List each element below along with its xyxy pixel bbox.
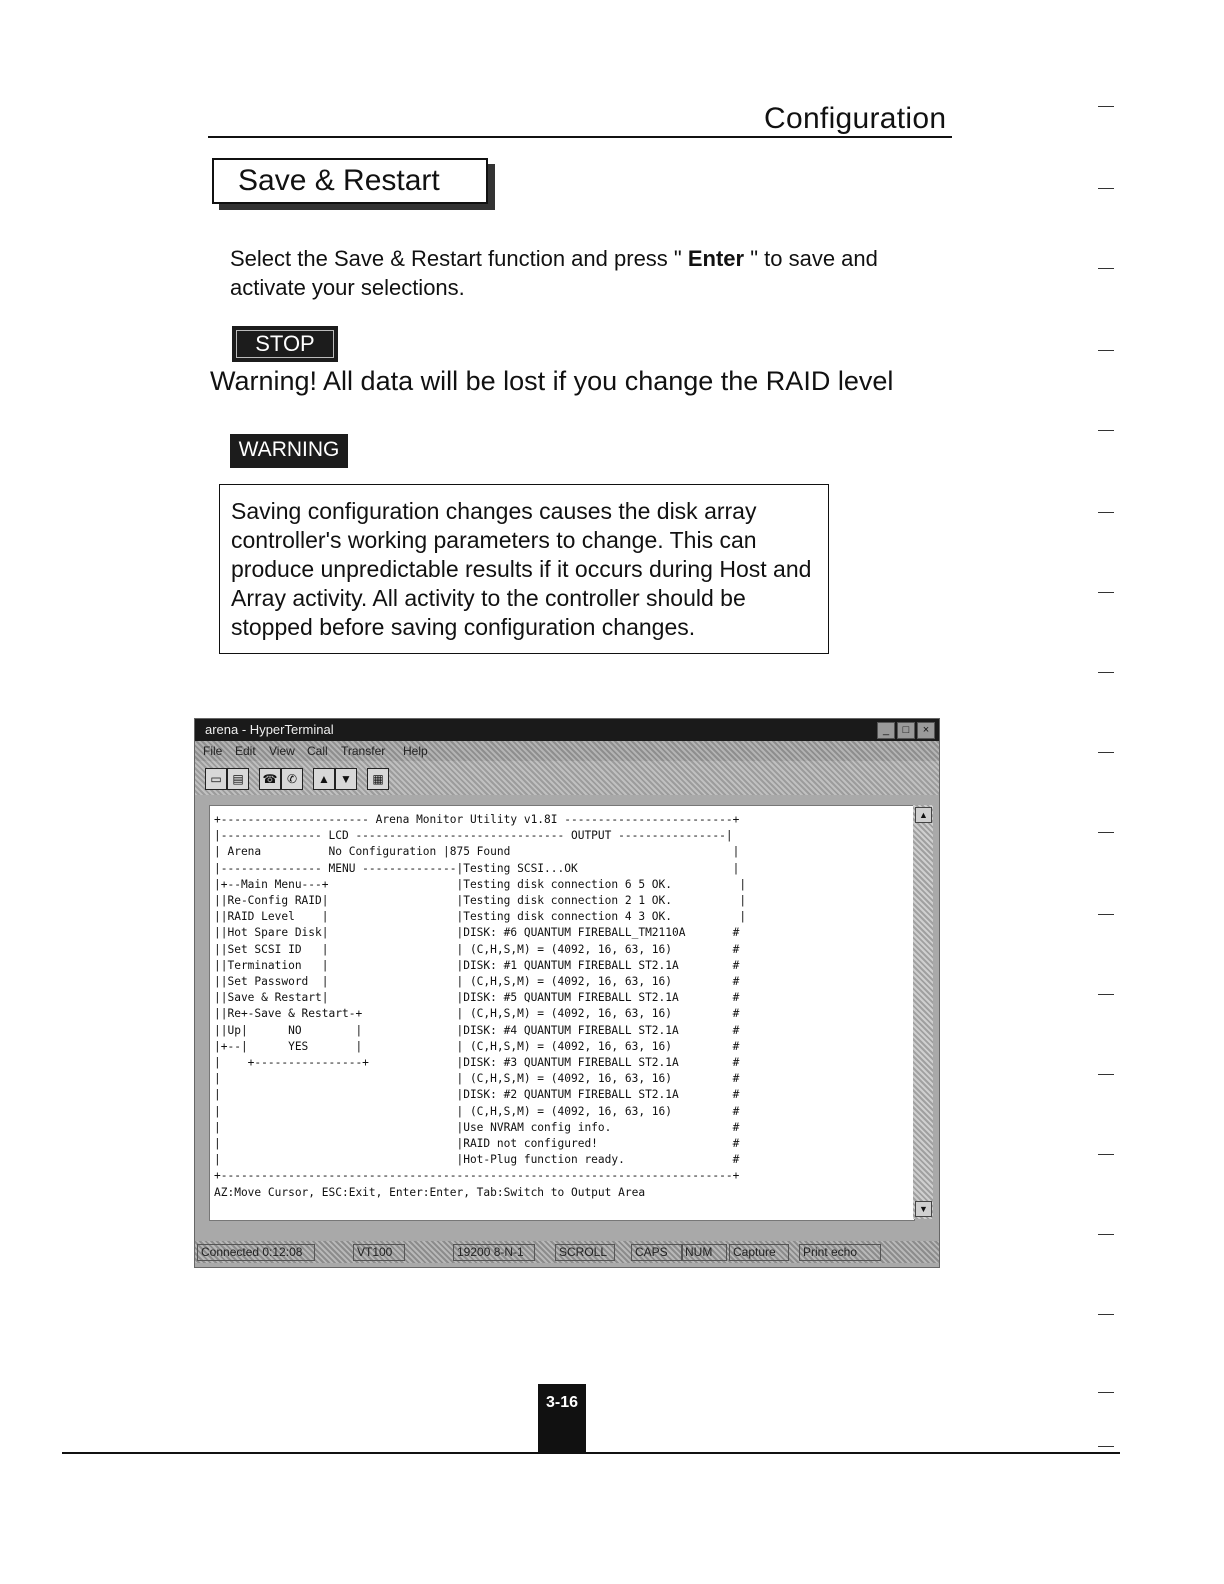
edge-mark: [1098, 592, 1114, 593]
window-title: arena - HyperTerminal: [205, 722, 334, 737]
edge-mark: [1098, 1314, 1114, 1315]
warning-badge: [230, 434, 348, 468]
menu-help[interactable]: Help: [403, 744, 428, 758]
properties-icon[interactable]: ▦: [367, 768, 389, 790]
edge-mark: [1098, 994, 1114, 995]
hangup-icon[interactable]: ✆: [281, 768, 303, 790]
window-controls: [877, 722, 935, 739]
status-connected: Connected 0:12:08: [197, 1244, 315, 1261]
close-icon[interactable]: ×: [917, 722, 935, 739]
intro-paragraph: [230, 244, 950, 302]
status-caps: CAPS: [631, 1244, 683, 1261]
page-number: 3-16: [545, 1394, 579, 1411]
edge-mark: [1098, 1074, 1114, 1075]
edge-mark: [1098, 268, 1114, 269]
edge-mark: [1098, 350, 1114, 351]
edge-mark: [1098, 512, 1114, 513]
edge-mark: [1098, 188, 1114, 189]
intro-key: Enter: [687, 246, 745, 271]
edge-mark: [1098, 1446, 1114, 1447]
status-emulation: VT100: [353, 1244, 405, 1261]
edge-mark: [1098, 430, 1114, 431]
edge-mark: [1098, 672, 1114, 673]
minimize-icon[interactable]: _: [877, 722, 895, 739]
receive-icon[interactable]: ▼: [335, 768, 357, 790]
menu-call[interactable]: Call: [307, 744, 328, 758]
menu-transfer[interactable]: Transfer: [341, 744, 386, 758]
hyperterminal-window: [194, 718, 940, 1268]
menu-bar: [195, 741, 939, 761]
header-rule: [208, 136, 952, 138]
open-icon[interactable]: ▤: [227, 768, 249, 790]
menu-edit[interactable]: Edit: [235, 744, 256, 758]
edge-mark: [1098, 832, 1114, 833]
intro-after: " to save and activate your selections.: [230, 246, 878, 300]
terminal-text: +---------------------- Arena Monitor Utility v1.8I -------------------------+ |--------------- LCD ------------------------------- OUTPUT ----------------| | Arena No Configuration |875 Found | |--------------- MENU --------------|Testing SCSI...OK | |+--Main Menu---+ |Testing disk connection 6 5 OK. | ||Re-Config RAID| |Testing disk connection 2 1 OK. | ||RAID Level | |Testing disk connection 4 3 OK. | ||Hot Spare Disk| |DISK: #6 QUANTUM FIREBALL_TM2110A # ||Set SCSI ID | | (C,H,S,M) = (4092, 16, 63, 16) # ||Termination | |DISK: #1 QUANTUM FIREBALL ST2.1A # ||Set Password | | (C,H,S,M) = (4092, 16, 63, 16) # ||Save & Restart| |DISK: #5 QUANTUM FIREBALL ST2.1A # ||Re+-Save & Restart-+ | (C,H,S,M) = (4092, 16, 63, 16) # ||Up| NO | |DISK: #4 QUANTUM FIREBALL ST2.1A # |+--| YES | | (C,H,S,M) = (4092, 16, 63, 16) # | +----------------+ |DISK: #3 QUANTUM FIREBALL ST2.1A # | | (C,H,S,M) = (4092, 16, 63, 16) # | |DISK: #2 QUANTUM FIREBALL ST2.1A # | | (C,H,S,M) = (4092, 16, 63, 16) # | |Use NVRAM config info. # | |RAID not configured! # | |Hot-Plug function ready. # +----------------------------------------------------------------------------+ AZ:Move Cursor, ESC:Exit, Enter:Enter, Tab:Switch to Output Area: [214, 813, 747, 1199]
menu-view[interactable]: View: [269, 744, 295, 758]
edge-mark: [1098, 1154, 1114, 1155]
terminal-screen[interactable]: [209, 805, 915, 1221]
maximize-icon[interactable]: □: [897, 722, 915, 739]
edge-mark: [1098, 914, 1114, 915]
intro-before: Select the Save & Restart function and press ": [230, 246, 688, 271]
scroll-down-icon[interactable]: ▼: [915, 1201, 932, 1217]
subsection-heading: [212, 158, 488, 204]
status-print-echo: Print echo: [799, 1244, 881, 1261]
scroll-up-icon[interactable]: ▲: [915, 807, 932, 823]
menu-file[interactable]: File: [203, 744, 223, 758]
status-num: NUM: [681, 1244, 727, 1261]
stop-badge-label: STOP: [255, 331, 315, 356]
phone-icon[interactable]: ☎: [259, 768, 281, 790]
toolbar: [195, 761, 939, 795]
warning-badge-label: WARNING: [238, 438, 340, 461]
edge-mark: [1098, 1392, 1114, 1393]
status-scroll: SCROLL: [555, 1244, 615, 1261]
page-number-tab: [538, 1384, 586, 1454]
vertical-scrollbar[interactable]: [913, 805, 933, 1219]
edge-mark: [1098, 1234, 1114, 1235]
raid-level-warning: Warning! All data will be lost if you change the RAID level: [210, 366, 894, 396]
new-icon[interactable]: ▭: [205, 768, 227, 790]
stop-badge: [232, 326, 338, 362]
window-titlebar[interactable]: [195, 719, 939, 741]
subsection-title: Save & Restart: [238, 164, 440, 197]
warning-text: Saving configuration changes causes the disk array controller's working parameters to change. This can produce unpredictable results if it occurs during Host and Array activity. All activity to the controller should be stopped before saving configuration changes.: [231, 498, 812, 640]
status-port-settings: 19200 8-N-1: [453, 1244, 535, 1261]
footer-rule: [62, 1452, 1120, 1454]
send-icon[interactable]: ▲: [313, 768, 335, 790]
warning-box: [219, 484, 829, 654]
section-title: Configuration: [764, 102, 947, 135]
edge-mark: [1098, 752, 1114, 753]
status-capture: Capture: [729, 1244, 789, 1261]
edge-mark: [1098, 106, 1114, 107]
status-bar: [195, 1241, 939, 1263]
